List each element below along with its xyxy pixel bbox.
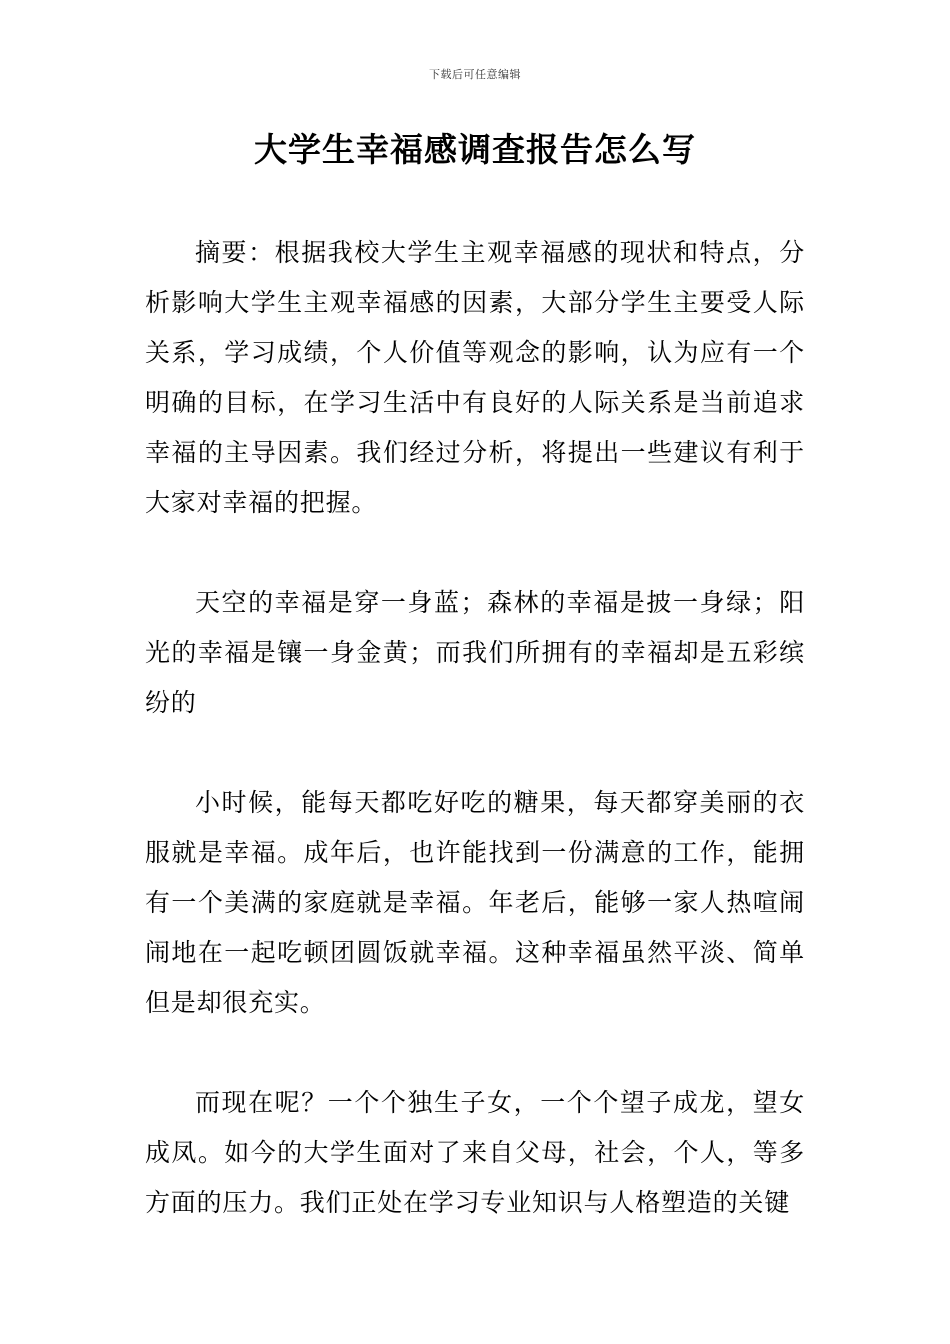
body-paragraph-sky: 天空的幸福是穿一身蓝；森林的幸福是披一身绿；阳光的幸福是镶一身金黄；而我们所拥有的幸福却是五彩缤纷的 <box>145 588 805 717</box>
abstract-paragraph: 摘要：根据我校大学生主观幸福感的现状和特点，分析影响大学生主观幸福感的因素，大部分学生主要受人际关系，学习成绩，个人价值等观念的影响，认为应有一个明确的目标，在学习生活中有良好的人际关系是当前追求幸福的主导因素。我们经过分析，将提出一些建议有利于大家对幸福的把握。 <box>145 238 805 517</box>
header-note: 下载后可任意编辑 <box>429 68 521 81</box>
body-paragraph-present: 而现在呢？一个个独生子女，一个个望子成龙，望女成凤。如今的大学生面对了来自父母，社会，个人，等多方面的压力。我们正处在学习专业知识与人格塑造的关键 <box>145 1088 805 1217</box>
document-title: 大学生幸福感调查报告怎么写 <box>254 130 696 169</box>
body-paragraph-childhood: 小时候，能每天都吃好吃的糖果，每天都穿美丽的衣服就是幸福。成年后，也许能找到一份满意的工作，能拥有一个美满的家庭就是幸福。年老后，能够一家人热喧闹闹地在一起吃顿团圆饭就幸福。这种幸福虽然平淡、简单但是却很充实。 <box>145 788 805 1017</box>
document-body <box>145 228 805 1278</box>
